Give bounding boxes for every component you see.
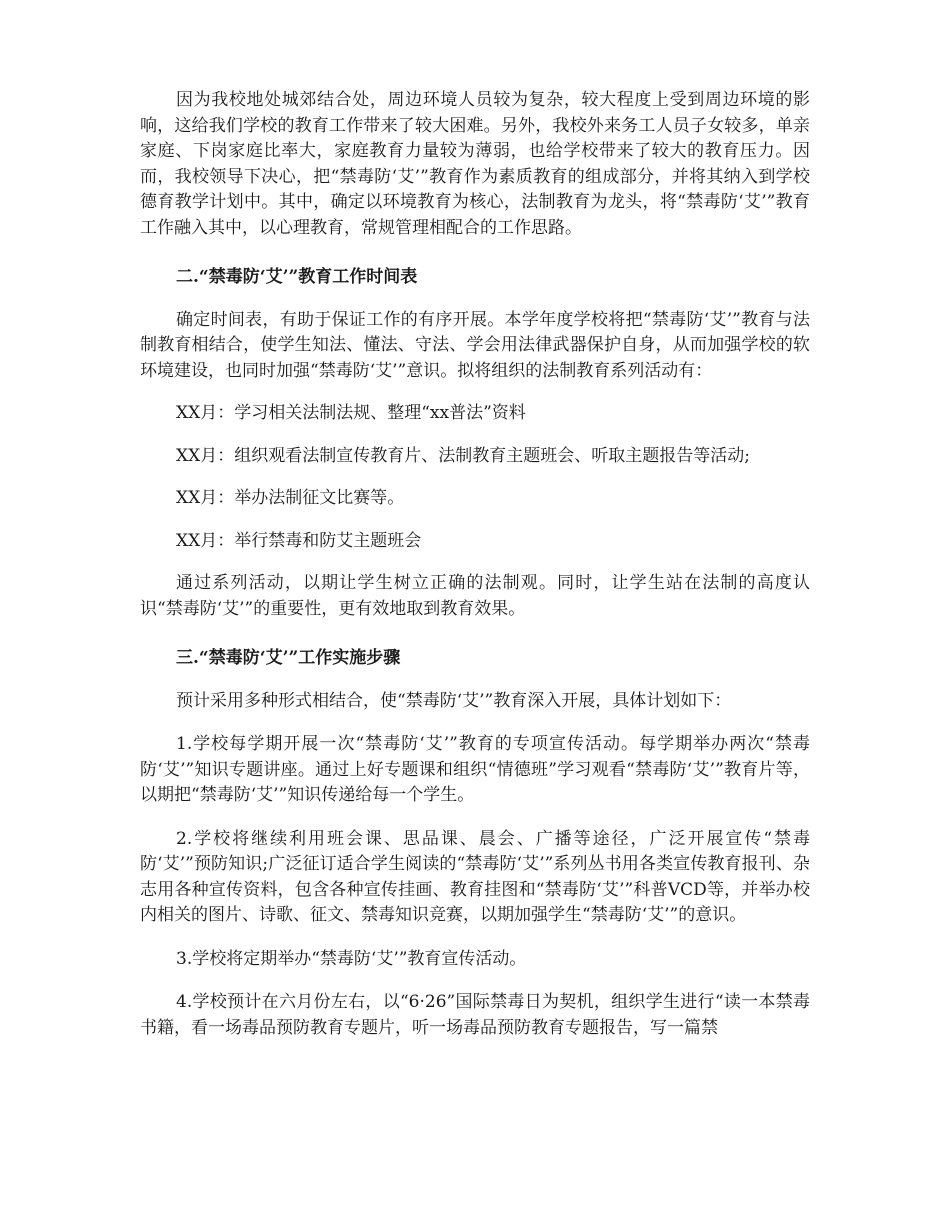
section-3-intro: 预计采用多种形式相结合，使“禁毒防‘艾’”教育深入开展，具体计划如下： (176, 690, 732, 711)
step-paragraph: 1.学校每学期开展一次“禁毒防‘艾’”教育的专项宣传活动。每学期举办两次“禁毒防‘艾’”知识专题讲座。通过上好专题课和组织“情德班”学习观看“禁毒防‘艾’”教育片等，以期把“禁毒防‘艾’”知识传递给每一个学生。 (140, 734, 810, 805)
section-3-heading: 三.“禁毒防‘艾’”工作实施步骤 (176, 648, 401, 668)
intro-paragraph: 因为我校地处城郊结合处，周边环境人员较为复杂，较大程度上受到周边环境的影响，这给我们学校的教育工作带来了较大困难。另外，我校外来务工人员子女较多，单亲家庭、下岗家庭比率大，家庭教育力量较为薄弱，也给学校带来了较大的教育压力。因而，我校领导下决心，把“禁毒防‘艾’”教育作为素质教育的组成部分，并将其纳入到学校德育教学计划中。其中，确定以环境教育为核心，法制教育为龙头，将“禁毒防‘艾’”教育工作融入其中，以心理教育，常规管理相配合的工作思路。 (140, 90, 810, 238)
step-paragraph: 3.学校将定期举办“禁毒防‘艾’”教育宣传活动。 (176, 948, 527, 969)
schedule-item: XX月：学习相关法制法规、整理“xx普法”资料 (176, 403, 526, 423)
document-page (140, 88, 810, 1041)
schedule-item: XX月：举办法制征文比赛等。 (176, 488, 405, 508)
step-paragraph: 4.学校预计在六月份左右，以“6·26”国际禁毒日为契机，组织学生进行“读一本禁毒书籍，看一场毒品预防教育专题片，听一场毒品预防教育专题报告，写一篇禁 (140, 992, 810, 1038)
section-2-heading: 二.“禁毒防‘艾’”教育工作时间表 (176, 267, 418, 287)
section-2-closing: 通过系列活动，以期让学生树立正确的法制观。同时，让学生站在法制的高度认识“禁毒防‘艾’”的重要性，更有效地取到教育效果。 (140, 573, 810, 619)
step-paragraph: 2.学校将继续利用班会课、思品课、晨会、广播等途径，广泛开展宣传“禁毒防‘艾’”预防知识;广泛征订适合学生阅读的“禁毒防‘艾’”系列丛书用各类宣传教育报刊、杂志用各种宣传资料，包含各种宣传挂画、教育挂图和“禁毒防‘艾’”科普VCD等，并举办校内相关的图片、诗歌、征文、禁毒知识竞赛，以期加强学生“禁毒防‘艾’”的意识。 (140, 828, 810, 925)
schedule-item: XX月：组织观看法制宣传教育片、法制教育主题班会、听取主题报告等活动; (176, 445, 750, 466)
section-2-paragraph: 确定时间表，有助于保证工作的有序开展。本学年度学校将把“禁毒防‘艾’”教育与法制教育相结合，使学生知法、懂法、守法、学会用法律武器保护自身，从而加强学校的软环境建设，也同时加强“禁毒防‘艾’”意识。拟将组织的法制教育系列活动有： (140, 309, 810, 381)
schedule-item: XX月：举行禁毒和防艾主题班会 (176, 530, 422, 551)
